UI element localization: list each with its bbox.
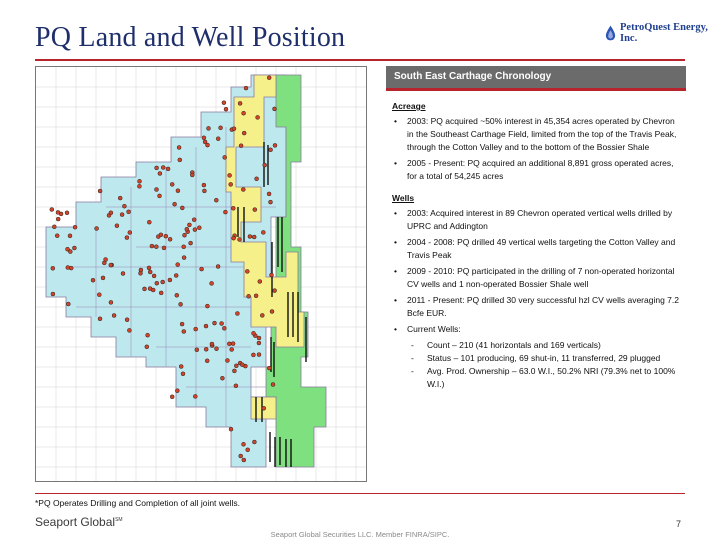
vertical-well	[252, 235, 256, 239]
vertical-well	[118, 196, 122, 200]
vertical-well	[229, 182, 233, 186]
vertical-well	[180, 206, 184, 210]
vertical-well	[102, 261, 106, 265]
wells-item-text: 2009 - 2010: PQ participated in the drilling of 7 non-operated horizontal CV wells and 1 non-operated Bossier Shale well	[407, 266, 675, 289]
acreage-item-text: 2005 - Present: PQ acquired an additional 8,891 gross operated acres, for a total of 54,245 acres	[407, 158, 674, 181]
vertical-well	[227, 342, 231, 346]
vertical-well	[137, 184, 141, 188]
vertical-well	[195, 348, 199, 352]
vertical-well	[158, 172, 162, 176]
vertical-well	[204, 324, 208, 328]
acreage-heading: Acreage	[392, 101, 426, 111]
vertical-well	[255, 177, 259, 181]
vertical-well	[190, 173, 194, 177]
vertical-well	[256, 115, 260, 119]
vertical-well	[138, 179, 142, 183]
wells-item: • 2009 - 2010: PQ participated in the drilling of 7 non-operated horizontal CV wells and 1 non-operated Bossier Shale well	[394, 266, 675, 289]
vertical-well	[269, 148, 273, 152]
vertical-well	[244, 86, 248, 90]
vertical-well	[95, 227, 99, 231]
vertical-well	[235, 312, 239, 316]
vertical-well	[192, 218, 196, 222]
vertical-well	[51, 292, 55, 296]
vertical-well	[247, 294, 251, 298]
subitem-text: Status – 101 producing, 69 shut-in, 11 transferred, 29 plugged	[427, 353, 661, 363]
vertical-well	[232, 369, 236, 373]
vertical-well	[52, 225, 56, 229]
vertical-well	[225, 359, 229, 363]
vertical-well	[241, 188, 245, 192]
vertical-well	[101, 276, 105, 280]
vertical-well	[219, 126, 223, 130]
subitem-text: Count – 210 (41 horizontals and 169 verticals)	[427, 340, 601, 350]
vertical-well	[187, 223, 191, 227]
wells-item: • Current Wells:	[394, 324, 461, 334]
vertical-well	[224, 107, 228, 111]
vertical-well	[97, 293, 101, 297]
vertical-well	[206, 143, 210, 147]
logo-text: PetroQuest Energy, Inc.	[620, 22, 708, 44]
vertical-well	[234, 384, 238, 388]
vertical-well	[262, 406, 266, 410]
panel-header: South East Carthage Chronology	[386, 66, 686, 91]
vertical-well	[230, 348, 234, 352]
vertical-well	[194, 327, 198, 331]
page-number: 7	[676, 519, 682, 529]
vertical-well	[125, 318, 129, 322]
vertical-well	[267, 76, 271, 80]
vertical-well	[175, 389, 179, 393]
vertical-well	[202, 183, 206, 187]
vertical-well	[121, 272, 125, 276]
vertical-well	[109, 300, 113, 304]
vertical-well	[152, 274, 156, 278]
vertical-well	[139, 268, 143, 272]
vertical-well	[174, 274, 178, 278]
vertical-well	[154, 245, 158, 249]
vertical-well	[155, 166, 159, 170]
vertical-well	[72, 246, 76, 250]
acreage-item: • 2003: PQ acquired ~50% interest in 45,354 acres operated by Chevron in the Southeast Carthage Field, limited from the top of the Travis Peak, through the Cotton Valley and to the bottom of the Bossier Shale	[394, 116, 677, 152]
brand-text: Seaport Global	[35, 515, 116, 529]
petroquest-logo-icon	[604, 24, 617, 42]
vertical-well	[273, 107, 277, 111]
vertical-well	[248, 235, 252, 239]
vertical-well	[178, 158, 182, 162]
vertical-well	[273, 289, 277, 293]
vertical-well	[216, 137, 220, 141]
chronology-panel	[386, 66, 686, 391]
vertical-well	[112, 314, 116, 318]
vertical-well	[242, 131, 246, 135]
vertical-well	[216, 265, 220, 269]
vertical-well	[271, 383, 275, 387]
acreage-map-graphic	[36, 67, 366, 481]
vertical-well	[267, 366, 271, 370]
vertical-well	[175, 293, 179, 297]
vertical-well	[213, 321, 217, 325]
seaport-global-logo	[35, 515, 123, 529]
disclaimer: Seaport Global Securities LLC. Member FINRA/SIPC.	[270, 530, 450, 539]
vertical-well	[147, 266, 151, 270]
vertical-well	[66, 302, 70, 306]
vertical-well	[161, 166, 165, 170]
vertical-well	[257, 341, 261, 345]
vertical-well	[168, 278, 172, 282]
vertical-well	[128, 231, 132, 235]
vertical-well	[214, 198, 218, 202]
wells-item-text: 2011 - Present: PQ drilled 30 very successful hzl CV wells averaging 7.2 Bcfe EUR.	[407, 295, 679, 318]
vertical-well	[205, 359, 209, 363]
vertical-well	[251, 353, 255, 357]
vertical-well	[143, 287, 147, 291]
vertical-well	[234, 364, 238, 368]
wells-item: • 2011 - Present: PQ drilled 30 very successful hzl CV wells averaging 7.2 Bcfe EUR.	[394, 295, 679, 318]
vertical-well	[220, 376, 224, 380]
vertical-well	[146, 333, 150, 337]
vertical-well	[127, 328, 131, 332]
vertical-well	[231, 206, 235, 210]
vertical-well	[51, 266, 55, 270]
current-wells-subitem: - Status – 101 producing, 69 shut-in, 11 transferred, 29 plugged	[411, 353, 661, 363]
wells-item: • 2004 - 2008: PQ drilled 49 vertical wells targeting the Cotton Valley and Travis Peak	[394, 237, 676, 260]
vertical-well	[215, 347, 219, 351]
vertical-well	[242, 111, 246, 115]
vertical-well	[115, 224, 119, 228]
vertical-well	[109, 263, 113, 267]
vertical-well	[269, 200, 273, 204]
wells-item-text: 2003: Acquired interest in 89 Chevron operated vertical wells drilled by UPRC and Addington	[407, 208, 673, 231]
subitem-text: Avg. Prod. Ownership – 63.0 W.I., 50.2% NRI (79.3% net to 100% W.I.)	[427, 366, 676, 389]
vertical-well	[223, 210, 227, 214]
vertical-well	[246, 448, 250, 452]
vertical-well	[238, 238, 242, 242]
vertical-well	[261, 230, 265, 234]
vertical-well	[220, 322, 224, 326]
vertical-well	[182, 330, 186, 334]
vertical-well	[66, 266, 70, 270]
vertical-well	[210, 342, 214, 346]
wells-heading: Wells	[392, 193, 415, 203]
vertical-well	[260, 313, 264, 317]
vertical-well	[267, 192, 271, 196]
vertical-well	[183, 233, 187, 237]
vertical-well	[158, 194, 162, 198]
vertical-well	[204, 347, 208, 351]
page-title: PQ Land and Well Position	[35, 22, 346, 53]
vertical-well	[231, 342, 235, 346]
vertical-well	[189, 241, 193, 245]
vertical-well	[223, 155, 227, 159]
vertical-well	[162, 246, 166, 250]
vertical-well	[179, 302, 183, 306]
vertical-well	[270, 273, 274, 277]
acreage-item-text: 2003: PQ acquired ~50% interest in 45,354 acres operated by Chevron in the Southeast Carthage Field, limited from the top of the Travis Peak, through the Cotton Valley and to the bottom of the Bossier Shale	[407, 116, 677, 152]
vertical-well	[125, 236, 129, 240]
vertical-well	[253, 208, 257, 212]
vertical-well	[263, 163, 267, 167]
vertical-well	[205, 304, 209, 308]
current-wells-subitem: - Count – 210 (41 horizontals and 169 verticals)	[411, 340, 601, 350]
vertical-well	[182, 256, 186, 260]
vertical-well	[185, 227, 189, 231]
vertical-well	[122, 204, 126, 208]
vertical-well	[150, 244, 154, 248]
vertical-well	[239, 454, 243, 458]
vertical-well	[170, 182, 174, 186]
vertical-well	[148, 287, 152, 291]
vertical-well	[254, 294, 258, 298]
vertical-well	[257, 353, 261, 357]
vertical-well	[181, 372, 185, 376]
vertical-well	[210, 281, 214, 285]
vertical-well	[222, 326, 226, 330]
wells-item-text: Current Wells:	[407, 324, 461, 334]
vertical-well	[50, 208, 54, 212]
footnote: *PQ Operates Drilling and Completion of all joint wells.	[35, 498, 241, 508]
vertical-well	[147, 220, 151, 224]
vertical-well	[176, 189, 180, 193]
vertical-well	[228, 173, 232, 177]
vertical-well	[56, 217, 60, 221]
vertical-well	[229, 427, 233, 431]
current-wells-subitem: - Avg. Prod. Ownership – 63.0 W.I., 50.2% NRI (79.3% net to 100% W.I.)	[411, 366, 676, 389]
vertical-well	[232, 236, 236, 240]
vertical-well	[232, 127, 236, 131]
acreage-item: • 2005 - Present: PQ acquired an additional 8,891 gross operated acres, for a total of 54,245 acres	[394, 158, 674, 181]
vertical-well	[258, 280, 262, 284]
vertical-well	[161, 280, 165, 284]
vertical-well	[155, 281, 159, 285]
vertical-well	[202, 136, 206, 140]
vertical-well	[257, 336, 261, 340]
vertical-well	[127, 210, 131, 214]
wells-item-text: 2004 - 2008: PQ drilled 49 vertical wells targeting the Cotton Valley and Travis Peak	[407, 237, 676, 260]
vertical-well	[207, 126, 211, 130]
vertical-well	[159, 291, 163, 295]
vertical-well	[166, 167, 170, 171]
vertical-well	[245, 269, 249, 273]
vertical-well	[273, 143, 277, 147]
vertical-well	[222, 101, 226, 105]
vertical-well	[179, 365, 183, 369]
vertical-well	[176, 263, 180, 267]
vertical-well	[159, 233, 163, 237]
vertical-well	[238, 101, 242, 105]
vertical-well	[200, 267, 204, 271]
vertical-well	[177, 146, 181, 150]
vertical-well	[170, 395, 174, 399]
vertical-well	[180, 322, 184, 326]
vertical-well	[91, 278, 95, 282]
brand-mark: SM	[115, 517, 123, 523]
title-divider	[35, 59, 685, 61]
vertical-well	[109, 211, 113, 215]
vertical-well	[145, 345, 149, 349]
footer-divider	[35, 493, 685, 494]
vertical-well	[252, 331, 256, 335]
company-logo	[604, 22, 720, 44]
vertical-well	[239, 144, 243, 148]
vertical-well	[193, 228, 197, 232]
vertical-well	[155, 188, 159, 192]
vertical-well	[193, 394, 197, 398]
vertical-well	[73, 225, 77, 229]
vertical-well	[242, 442, 246, 446]
vertical-well	[98, 189, 102, 193]
acreage-map	[35, 66, 367, 482]
vertical-well	[120, 213, 124, 217]
vertical-well	[66, 247, 70, 251]
vertical-well	[148, 270, 152, 274]
vertical-well	[168, 237, 172, 241]
vertical-well	[240, 363, 244, 367]
vertical-well	[164, 234, 168, 238]
vertical-well	[56, 210, 60, 214]
vertical-well	[68, 234, 72, 238]
vertical-well	[182, 245, 186, 249]
vertical-well	[270, 310, 274, 314]
vertical-well	[98, 317, 102, 321]
vertical-well	[202, 189, 206, 193]
vertical-well	[242, 458, 246, 462]
vertical-well	[65, 211, 69, 215]
wells-item: • 2003: Acquired interest in 89 Chevron operated vertical wells drilled by UPRC and Addington	[394, 208, 673, 231]
vertical-well	[197, 226, 201, 230]
vertical-well	[55, 234, 59, 238]
vertical-well	[252, 440, 256, 444]
vertical-well	[173, 202, 177, 206]
